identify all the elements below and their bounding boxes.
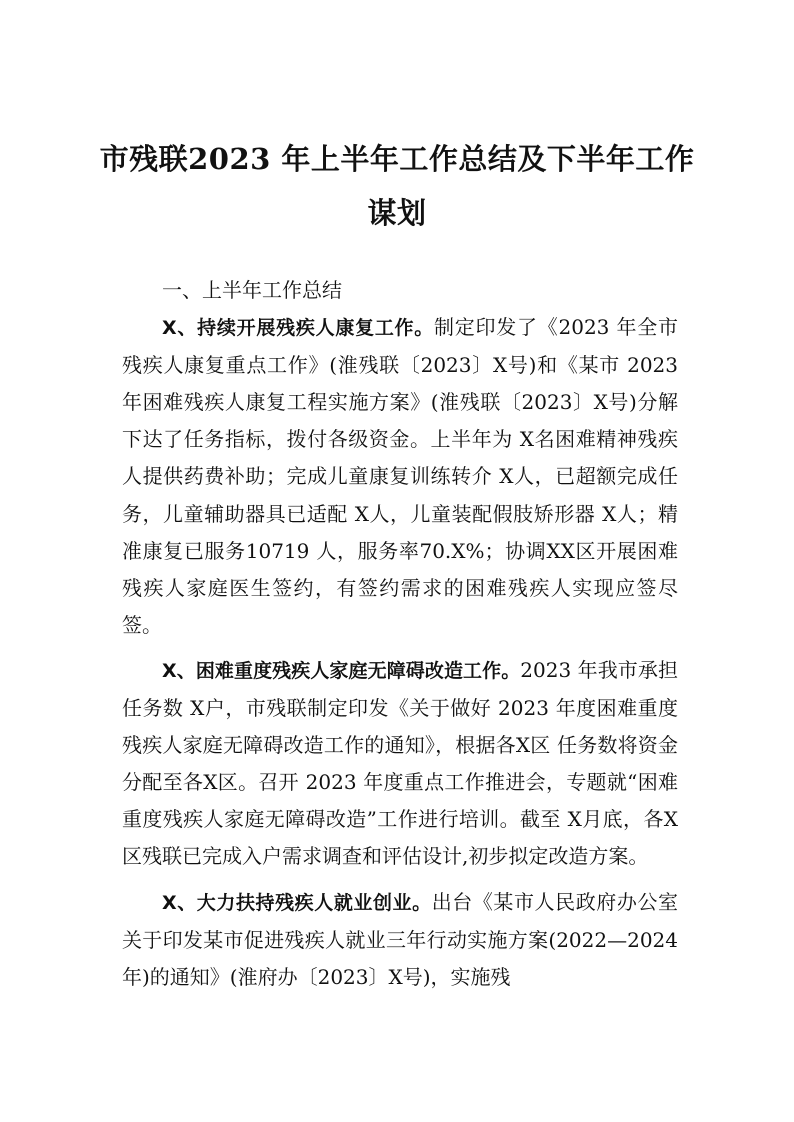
paragraph-text: 制定印发了《2023 年全市残疾人康复重点工作》(淮残联〔2023〕X号)和《某市 2023 年困难残疾人康复工程实施方案》(淮残联〔2023〕X号)分解下达了任务指标，拨付各级资金。上半年为 X名困难精神残疾人提供药费补助；完成儿童康复训练转介 X人，已超额完成任务，儿童辅助器具已适配 X人，儿童装配假肢矫形器 X人；精准康复已服务10719 人，服务率70.X%；协调XX区开展困难残疾人家庭医生签约，有签约需求的困难残疾人实现应签尽签。 xyxy=(122,315,678,637)
paragraph-employment xyxy=(122,884,678,996)
paragraph-text: 出台《某市人民政府办公室关于印发某市促进残疾人就业三年行动实施方案(2022—2024 年)的通知》(淮府办〔2023〕X号)，实施残 xyxy=(122,889,678,989)
paragraph-heading: X、大力扶持残疾人就业创业。 xyxy=(162,891,432,914)
paragraph-rehabilitation xyxy=(122,309,678,644)
paragraph-heading: X、持续开展残疾人康复工作。 xyxy=(162,317,435,340)
document-body xyxy=(122,272,678,996)
section-heading: 一、上半年工作总结 xyxy=(162,278,342,302)
paragraph-heading: X、困难重度残疾人家庭无障碍改造工作。 xyxy=(162,659,521,682)
paragraph-accessibility xyxy=(122,652,678,876)
paragraph-text: 2023 年我市承担任务数 X户，市残联制定印发《关于做好 2023 年度困难重度残疾人家庭无障碍改造工作的通知》，根据各X区 任务数将资金分配至各X区。召开 2023 年度重点工作推进会，专题就“困难重度残疾人家庭无障碍改造”工作进行培训。截至 X月底，各X区残联已完成入户需求调查和评估设计,初步拟定改造方案。 xyxy=(122,657,678,869)
document-title: 市残联2023 年上半年工作总结及下半年工作谋划 xyxy=(99,142,695,230)
